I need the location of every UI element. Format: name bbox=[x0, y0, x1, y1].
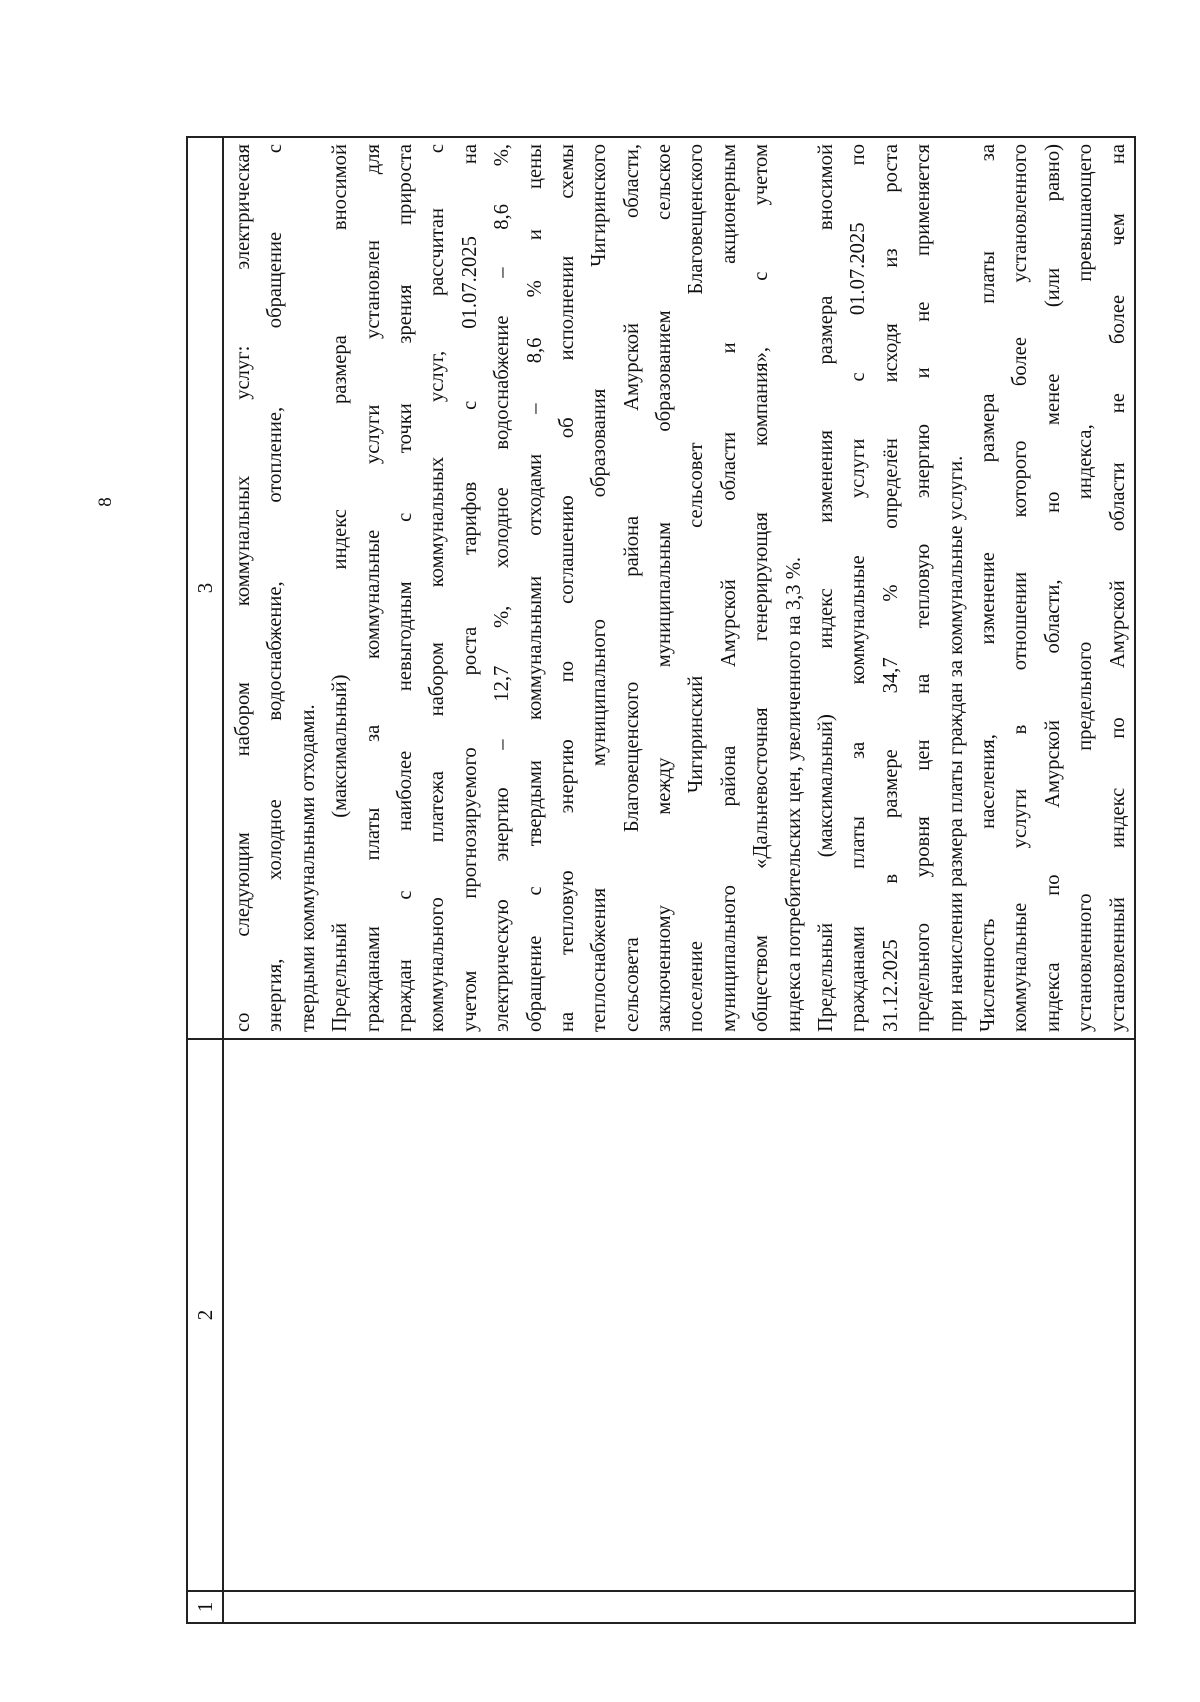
column3-line: твердыми коммунальными отходами. bbox=[296, 704, 319, 1032]
column3-line: предельного уровня цен на тепловую энергию и не применяется bbox=[912, 144, 935, 1032]
page-number: 8 bbox=[95, 497, 116, 507]
column3-line: при начислении размера платы граждан за коммунальные услуги. bbox=[944, 455, 967, 1032]
column3-line: индекса по Амурской области, но менее (или равно) bbox=[1041, 144, 1064, 1032]
column3-line: энергия, холодное водоснабжение, отопление, обращение с bbox=[264, 144, 287, 1032]
column3-line: поселение Чигиринский сельсовет Благовещенского bbox=[685, 144, 708, 1032]
column3-line: коммунального платежа набором коммунальных услуг, рассчитан с bbox=[426, 144, 449, 1032]
column3-line: индекса потребительских цен, увеличенного на 3,3 %. bbox=[782, 556, 805, 1032]
rotated-table-wrapper bbox=[186, 144, 1129, 1624]
body-col-1 bbox=[223, 1591, 1135, 1623]
header-col-2: 2 bbox=[187, 1039, 223, 1591]
column3-line: теплоснабжения муниципального образования Чигиринского bbox=[588, 144, 611, 1032]
body-col-2 bbox=[223, 1039, 1135, 1591]
column3-line: Численность населения, изменение размера платы за bbox=[976, 144, 999, 1032]
table-body-row bbox=[223, 137, 1135, 1623]
column3-line: установленного предельного индекса, превышающего bbox=[1074, 144, 1097, 1032]
column3-line: на тепловую энергию по соглашению об исполнении схемы bbox=[555, 144, 578, 1032]
column3-line: Предельный (максимальный) индекс размера вносимой bbox=[329, 144, 352, 1032]
column3-line: гражданами платы за коммунальные услуги установлен для bbox=[361, 144, 384, 1032]
header-col-3: 3 bbox=[187, 137, 223, 1039]
column3-line: учетом прогнозируемого роста тарифов с 01.07.2025 на bbox=[458, 144, 481, 1032]
column3-line: гражданами платы за коммунальные услуги с 01.07.2025 по bbox=[847, 144, 870, 1032]
column3-line: установленный индекс по Амурской области не более чем на bbox=[1106, 144, 1129, 1032]
column3-line: заключенному между муниципальным образованием сельское bbox=[653, 144, 676, 1032]
column3-line: 31.12.2025 в размере 34,7 % определён исходя из роста bbox=[879, 144, 902, 1032]
column3-line: обращение с твердыми коммунальными отходами – 8,6 % и цены bbox=[523, 144, 546, 1032]
body-col-3 bbox=[223, 137, 1135, 1039]
column3-line: со следующим набором коммунальных услуг: электрическая bbox=[232, 144, 254, 1032]
column3-line: коммунальные услуги в отношении которого более установленного bbox=[1009, 144, 1032, 1032]
header-col-1: 1 bbox=[187, 1591, 223, 1623]
table-header-row bbox=[187, 137, 223, 1623]
document-table bbox=[186, 136, 1136, 1624]
column3-line: граждан с наиболее невыгодным с точки зрения прироста bbox=[393, 144, 416, 1032]
column3-text bbox=[227, 138, 1134, 1038]
column3-line: электрическую энергию – 12,7 %, холодное водоснабжение – 8,6 %, bbox=[491, 144, 514, 1032]
column3-line: сельсовета Благовещенского района Амурской области, bbox=[620, 144, 643, 1032]
column3-line: муниципального района Амурской области и акционерным bbox=[717, 144, 740, 1032]
column3-line: Предельный (максимальный) индекс изменения размера вносимой bbox=[815, 144, 838, 1032]
column3-line: обществом «Дальневосточная генерирующая компания», с учетом bbox=[750, 144, 773, 1032]
